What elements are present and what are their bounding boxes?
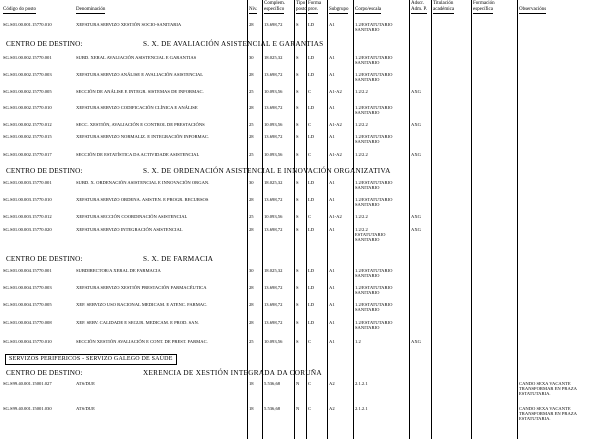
cell-code: SG.S99.40.001.15001.030 (3, 406, 52, 411)
section-name: S. X. DE AVALIACIÓN ASISTENCIAL E GARANTIAS (143, 40, 324, 48)
cell-forma: LD (308, 105, 315, 110)
cell-subgrupo: A2 (329, 406, 335, 411)
cell-niv: 28 (249, 72, 254, 77)
cell-tipo: S (296, 152, 299, 157)
cell-corpo: 1.2/2.2 (355, 122, 368, 127)
cell-denominacion: SECC. XESTIÓN, AVALIACIÓN E CONTROL DE PRESTACIÓNS (76, 122, 205, 127)
cell-code: SG.S01.00.003.15770.001 (3, 180, 52, 185)
cell-tipo: S (296, 22, 299, 27)
obs-line: TRANSFORMAR EN PRAZA (519, 411, 577, 416)
corpo-line: 1.2/ESTATUTARIO (355, 320, 393, 325)
header-corpo: Corpo/escala (355, 7, 382, 12)
cell-code: SG.S01.00.002.15770.015 (3, 134, 52, 139)
cell-code: SG.S01.00.001.15770.010 (3, 22, 52, 27)
cell-niv: 30 (249, 268, 254, 273)
cell-subgrupo: A1 (329, 268, 335, 273)
corpo-line: SANITARIO (355, 290, 380, 295)
cell-niv: 28 (249, 22, 254, 27)
cell-subgrupo: A1 (329, 320, 335, 325)
obs-line: ESTATUTARIA. (519, 416, 551, 421)
cell-subgrupo: A2 (329, 381, 335, 386)
cell-corpo (355, 180, 410, 190)
obs-line: ESTATUTARIA. (519, 391, 551, 396)
cell-code: SG.S01.00.004.15770.005 (3, 302, 52, 307)
cell-forma: LD (308, 180, 315, 185)
section-label: CENTRO DE DESTINO: (6, 40, 83, 48)
table-header (0, 0, 615, 14)
cell-corpo (355, 320, 410, 330)
header-niv: Niv. (249, 7, 258, 12)
corpo-line: 1.2/ESTATUTARIO (355, 180, 393, 185)
cell-denominacion: SUBD. X. ORDENACIÓN ASISTENCIAL E INNOVACIÓN ORGAN. (76, 180, 210, 185)
header-prov: prov. (308, 7, 319, 12)
cell-complemento: 13.698,72 (264, 134, 283, 139)
cell-denominacion: XEFATURA SERVIZO XESTIÓN PRESTACIÓN FARMACÉUTICA (76, 285, 207, 290)
cell-corpo: 1.2/2.2 (355, 214, 368, 219)
cell-observacions (519, 406, 611, 421)
cell-niv: 30 (249, 180, 254, 185)
cell-forma: C (308, 381, 312, 386)
cell-niv: 28 (249, 105, 254, 110)
cell-complemento: 18.025,32 (264, 180, 283, 185)
corpo-line: 1.2/2.2 (355, 227, 368, 232)
cell-tipo: S (296, 105, 299, 110)
corpo-line: 1.2/ESTATUTARIO (355, 285, 393, 290)
corpo-line: SANITARIO (355, 237, 380, 242)
header-posto: posto (296, 7, 307, 12)
cell-tipo: S (296, 89, 299, 94)
cell-niv: 25 (249, 152, 254, 157)
cell-forma: LD (308, 55, 315, 60)
cell-code: SG.S01.00.002.15770.017 (3, 152, 52, 157)
table-row (0, 89, 615, 101)
cell-observacions (519, 381, 611, 396)
section-heading (3, 167, 613, 176)
cell-forma: C (308, 406, 312, 411)
corpo-line: SANITARIO (355, 325, 380, 330)
cell-niv: 28 (249, 302, 254, 307)
cell-complemento: 13.698,72 (264, 227, 283, 232)
header-subgrupo: Subgrupo (329, 7, 349, 12)
cell-tipo: N (296, 406, 300, 411)
cell-tipo: S (296, 122, 299, 127)
cell-complemento: 10.093,56 (264, 214, 283, 219)
cell-adscripcion: AXG (411, 339, 421, 344)
obs-line: CANDO SEXA VACANTE (519, 406, 571, 411)
table-row (0, 72, 615, 84)
section-heading (3, 40, 613, 49)
cell-corpo (355, 55, 410, 65)
cell-denominacion: XEFATURA SERVIZO INTEGRACIÓN ASISTENCIAL (76, 227, 183, 232)
cell-niv: 28 (249, 197, 254, 202)
cell-forma: LD (308, 285, 315, 290)
corpo-line: SANITARIO (355, 139, 380, 144)
cell-forma: LD (308, 227, 315, 232)
cell-code: SG.S01.00.003.15770.012 (3, 214, 52, 219)
table-row (0, 134, 615, 146)
header-formacion: Formación (473, 1, 495, 6)
cell-niv: 18 (249, 381, 254, 386)
cell-niv: 25 (249, 339, 254, 344)
section-name: XERENCIA DE XESTIÓN INTEGRADA DA CORUÑA (143, 369, 322, 377)
table-row (0, 406, 615, 422)
cell-denominacion: XEF. SERV. CALIDADE E SEGUR. MEDICAM. E PROD. SAN. (76, 320, 199, 325)
cell-forma: LD (308, 268, 315, 273)
cell-subgrupo: A1 (329, 227, 335, 232)
table-row (0, 180, 615, 192)
cell-corpo: 2.1.2.1 (355, 406, 368, 411)
table-row (0, 197, 615, 209)
corpo-line: 1.2/ESTATUTARIO (355, 134, 393, 139)
cell-denominacion: XEFATURA SERVIZO NORMALIZ. E INTEGRACIÓN INFORMAC. (76, 134, 210, 139)
cell-subgrupo: A1 (329, 134, 335, 139)
corpo-line: ESTATUTARIO (355, 232, 386, 237)
cell-forma: LD (308, 302, 315, 307)
cell-complemento: 13.698,72 (264, 320, 283, 325)
cell-complemento: 13.698,72 (264, 285, 283, 290)
header-codigo: Código do posto (3, 7, 37, 12)
cell-corpo (355, 72, 410, 82)
cell-niv: 28 (249, 227, 254, 232)
section-label: CENTRO DE DESTINO: (6, 255, 83, 263)
header-especifico: específico (264, 7, 285, 12)
corpo-line: SANITARIO (355, 110, 380, 115)
cell-code: SG.S01.00.004.15770.008 (3, 320, 52, 325)
obs-line: CANDO SEXA VACANTE (519, 381, 571, 386)
corpo-line: 1.2/ESTATUTARIO (355, 22, 393, 27)
cell-corpo (355, 302, 410, 312)
cell-subgrupo: A1 (329, 55, 335, 60)
cell-forma: LD (308, 197, 315, 202)
cell-subgrupo: A1 (329, 105, 335, 110)
corpo-line: 1.2/ESTATUTARIO (355, 268, 393, 273)
cell-complemento: 5.536,68 (264, 381, 281, 386)
corpo-line: 1.2/ESTATUTARIO (355, 105, 393, 110)
cell-forma: C (308, 152, 312, 157)
header-observacions: Observacións (519, 7, 547, 12)
cell-tipo: S (296, 55, 299, 60)
cell-complemento: 18.025,32 (264, 55, 283, 60)
header-adm-p: Adm. P. (411, 7, 427, 12)
cell-adscripcion: AXG (411, 122, 421, 127)
header-denominacion: Denominación (76, 7, 106, 12)
cell-complemento: 13.698,72 (264, 22, 283, 27)
cell-code: SG.S01.00.004.15770.001 (3, 268, 52, 273)
cell-adscripcion: AXG (411, 89, 421, 94)
cell-complemento: 5.536,68 (264, 406, 281, 411)
corpo-line: SANITARIO (355, 185, 380, 190)
cell-complemento: 13.698,72 (264, 105, 283, 110)
services-heading-box: SERVIZOS PERIFERICOS - SERVIZO GALEGO DE SAÚDE (5, 354, 177, 365)
cell-subgrupo: A1 (329, 197, 335, 202)
table-row (0, 227, 615, 244)
cell-complemento: 13.698,72 (264, 302, 283, 307)
header-complem: Complem. (264, 1, 285, 6)
cell-forma: C (308, 339, 312, 344)
cell-niv: 25 (249, 214, 254, 219)
cell-corpo (355, 285, 410, 295)
cell-corpo (355, 134, 410, 144)
corpo-line: 1.2/ESTATUTARIO (355, 197, 393, 202)
cell-forma: LD (308, 134, 315, 139)
cell-tipo: S (296, 302, 299, 307)
cell-forma: LD (308, 22, 315, 27)
cell-subgrupo: A1-A2 (329, 152, 342, 157)
cell-code: SG.S01.00.004.15770.003 (3, 285, 52, 290)
cell-forma: LD (308, 72, 315, 77)
cell-denominacion: SUBDIRECTOR/A XERAL DE FARMACIA (76, 268, 161, 273)
cell-corpo: 1.2 (355, 339, 361, 344)
corpo-line: SANITARIO (355, 273, 380, 278)
cell-complemento: 18.025,32 (264, 268, 283, 273)
cell-niv: 25 (249, 89, 254, 94)
table-row (0, 55, 615, 67)
header-tipo: Tipo (296, 1, 306, 6)
cell-complemento: 10.093,56 (264, 152, 283, 157)
section-heading (3, 255, 613, 264)
cell-denominacion: XEFATURA SECCIÓN COORDINACIÓN ASISTENCIAL (76, 214, 188, 219)
section-label: CENTRO DE DESTINO: (6, 167, 83, 175)
cell-complemento: 13.698,72 (264, 72, 283, 77)
cell-tipo: S (296, 134, 299, 139)
cell-tipo: S (296, 197, 299, 202)
table-row (0, 105, 615, 117)
table-row (0, 214, 615, 226)
cell-corpo: 1.2/2.2 (355, 89, 368, 94)
corpo-line: SANITARIO (355, 202, 380, 207)
cell-tipo: S (296, 227, 299, 232)
cell-code: SG.S01.00.002.15770.003 (3, 72, 52, 77)
section-heading (3, 369, 613, 378)
cell-complemento: 13.698,72 (264, 197, 283, 202)
cell-subgrupo: A1-A2 (329, 122, 342, 127)
cell-adscripcion: AXG (411, 214, 421, 219)
cell-niv: 28 (249, 320, 254, 325)
cell-complemento: 10.093,56 (264, 339, 283, 344)
cell-tipo: S (296, 339, 299, 344)
cell-corpo: 1.2/2.2 (355, 152, 368, 157)
corpo-line: SANITARIO (355, 60, 380, 65)
cell-denominacion: XEFATURA SERVIZO CODIFICACIÓN CLÍNICA E ANÁLISE (76, 105, 198, 110)
cell-subgrupo: A1-A2 (329, 214, 342, 219)
cell-corpo (355, 197, 410, 207)
table-row (0, 285, 615, 297)
table-row (0, 152, 615, 164)
cell-subgrupo: A1 (329, 22, 335, 27)
cell-subgrupo: A1 (329, 339, 335, 344)
corpo-line: SANITARIO (355, 27, 380, 32)
cell-code: SG.S01.00.003.15770.010 (3, 197, 52, 202)
cell-denominacion: SECCIÓN DE ESTATÍSTICA DA ACTIVIDADE ASISTENCIAL (76, 152, 200, 157)
cell-adscripcion: AXG (411, 227, 421, 232)
cell-corpo: 2.1.2.1 (355, 381, 368, 386)
cell-tipo: S (296, 285, 299, 290)
cell-tipo: S (296, 180, 299, 185)
cell-denominacion: XEFATURA SERVIZO ANÁLISE E AVALIACIÓN ASISTENCIAL (76, 72, 204, 77)
cell-corpo (355, 105, 410, 115)
corpo-line: 1.2/ESTATUTARIO (355, 302, 393, 307)
cell-code: SG.S01.00.004.15770.010 (3, 339, 52, 344)
cell-code: SG.S01.00.003.15770.020 (3, 227, 52, 232)
cell-denominacion: SUBD. XERAL AVALIACIÓN ASISTENCIAL E GARANTIAS (76, 55, 197, 60)
header-academica: académica (433, 7, 455, 12)
cell-denominacion: SECCIÓN DE ANÁLISE E INTEGR. SISTEMAS DE INFORMAC. (76, 89, 204, 94)
cell-tipo: S (296, 72, 299, 77)
header-adscr: Adscr. (411, 1, 424, 6)
cell-denominacion: XEFATURA SERVIZO XESTIÓN SOCIO-SANITARIA (76, 22, 182, 27)
cell-subgrupo: A1 (329, 72, 335, 77)
header-especifica: específica (473, 7, 493, 12)
cell-corpo (355, 227, 410, 242)
table-row (0, 381, 615, 397)
cell-denominacion: SECCIÓN XESTIÓN AVALIACIÓN E CONT. DE PREST. FARMAC. (76, 339, 208, 344)
header-forma: Forma (308, 1, 322, 6)
cell-code: SG.S01.00.002.15770.001 (3, 55, 52, 60)
cell-tipo: N (296, 381, 300, 386)
cell-adscripcion: AXG (411, 152, 421, 157)
cell-forma: LD (308, 320, 315, 325)
corpo-line: 1.2/ESTATUTARIO (355, 72, 393, 77)
cell-niv: 25 (249, 122, 254, 127)
header-titulacion: Titulación (433, 1, 454, 6)
cell-code: SG.S99.40.001.15001.027 (3, 381, 52, 386)
table-row (0, 268, 615, 280)
cell-tipo: S (296, 214, 299, 219)
cell-complemento: 10.093,56 (264, 89, 283, 94)
cell-forma: C (308, 89, 312, 94)
cell-niv: 28 (249, 134, 254, 139)
cell-tipo: S (296, 320, 299, 325)
cell-niv: 28 (249, 285, 254, 290)
cell-denominacion: XEFATURA SERVIZO ORDENA. ASISTEN. E PROGR. RECURSOS (76, 197, 209, 202)
section-label: CENTRO DE DESTINO: (6, 369, 83, 377)
corpo-line: 1.2/ESTATUTARIO (355, 55, 393, 60)
table-row (0, 122, 615, 134)
cell-denominacion: XEF. SERVIZO USO RACIONAL MEDICAM. E ATENC. FARMAC. (76, 302, 208, 307)
table-row (0, 339, 615, 351)
cell-complemento: 10.093,56 (264, 122, 283, 127)
cell-code: SG.S01.00.002.15770.010 (3, 105, 52, 110)
corpo-line: SANITARIO (355, 77, 380, 82)
cell-denominacion: ATS/DUE (76, 381, 95, 386)
cell-code: SG.S01.00.002.15770.005 (3, 89, 52, 94)
table-row (0, 302, 615, 314)
table-row (0, 320, 615, 332)
cell-corpo (355, 22, 410, 32)
cell-subgrupo: A1-A2 (329, 89, 342, 94)
section-name: S. X. DE ORDENACIÓN ASISTENCIAL E INNOVACIÓN ORGANIZATIVA (143, 167, 391, 175)
cell-code: SG.S01.00.002.15770.012 (3, 122, 52, 127)
cell-forma: C (308, 214, 312, 219)
cell-subgrupo: A1 (329, 180, 335, 185)
cell-corpo (355, 268, 410, 278)
cell-niv: 30 (249, 55, 254, 60)
obs-line: TRANSFORMAR EN PRAZA (519, 386, 577, 391)
cell-niv: 18 (249, 406, 254, 411)
cell-subgrupo: A1 (329, 285, 335, 290)
cell-forma: C (308, 122, 312, 127)
cell-denominacion: ATS/DUE (76, 406, 95, 411)
cell-tipo: S (296, 268, 299, 273)
section-name: S. X. DE FARMACIA (143, 255, 214, 263)
table-row (0, 22, 615, 34)
corpo-line: SANITARIO (355, 307, 380, 312)
cell-subgrupo: A1 (329, 302, 335, 307)
